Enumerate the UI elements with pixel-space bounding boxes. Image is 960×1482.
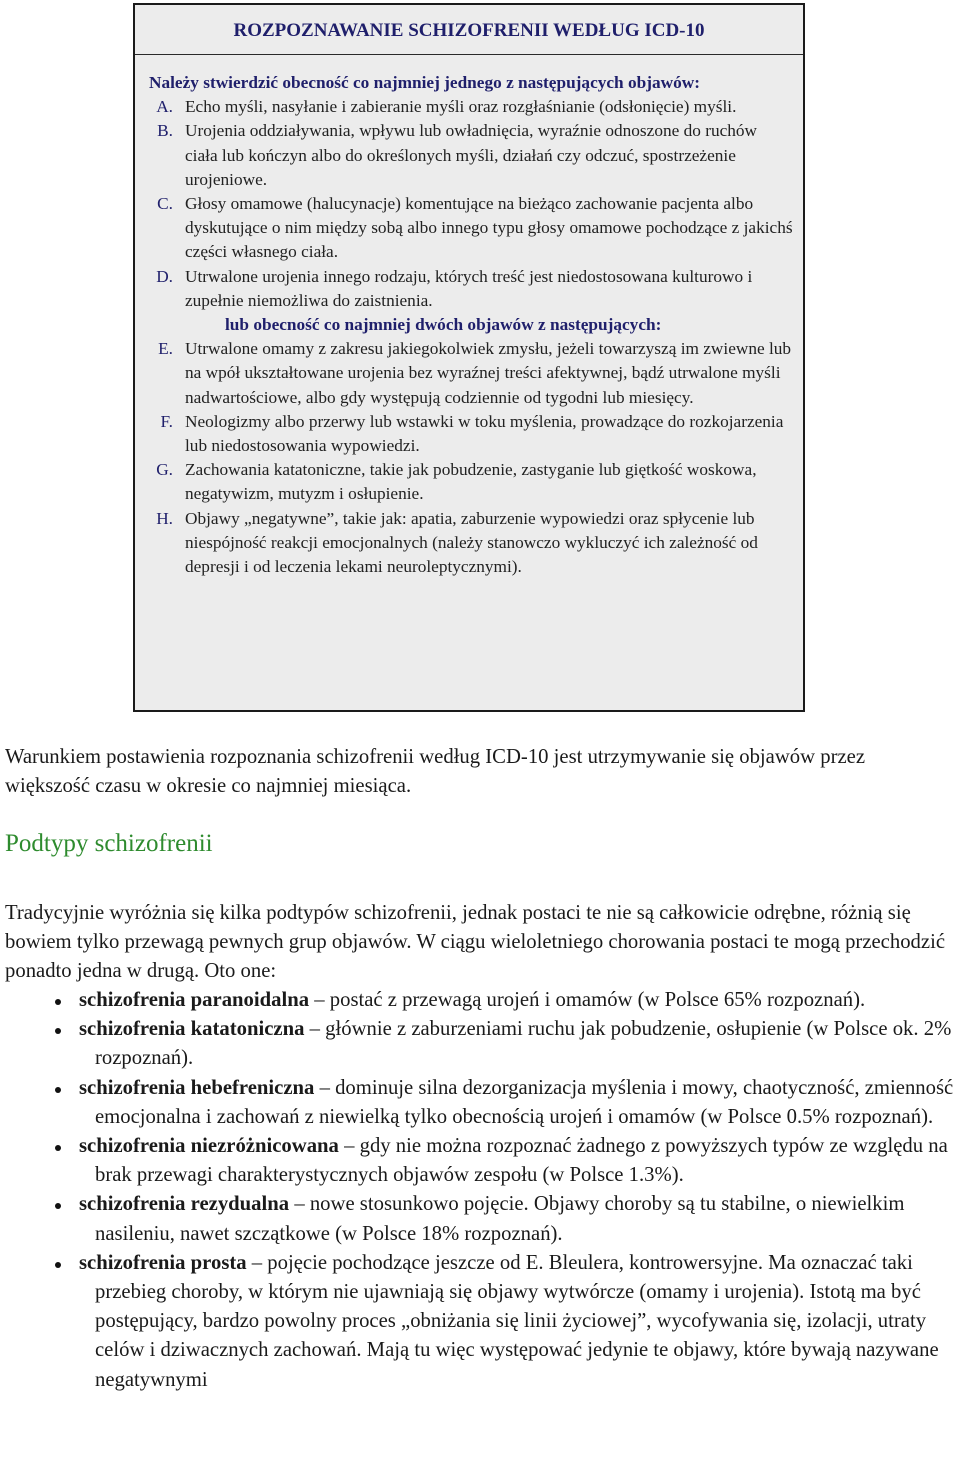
criterion-text: Zachowania katatoniczne, takie jak pobudzenie, zastyganie lub giętkość woskowa, negatywizm, mutyzm i osłupienie. — [185, 460, 757, 504]
subtype-name: schizofrenia katatoniczna — [79, 1018, 305, 1041]
intro-paragraph: Tradycyjnie wyróżnia się kilka podtypów schizofrenii, jednak postaci te nie są całkowicie odrębne, różnią się bowiem tylko przewagą pewnych grup objawów. W ciągu wieloletniego chorowania postaci te mogą przechodzić ponadto jedna w drugą. Oto one: — [5, 902, 946, 983]
subtype-name: schizofrenia rezydualna — [79, 1193, 290, 1216]
criteria-list-a — [149, 95, 793, 313]
bullet-icon — [55, 1087, 61, 1093]
bullet-icon — [55, 1145, 61, 1151]
criterion-letter: G. — [156, 460, 173, 480]
criterion-text: Objawy „negatywne”, takie jak: apatia, zaburzenie wypowiedzi oraz spłycenie lub niespójność reakcji emocjonalnych (należy stanowczo wykluczyć ich zależność od depresji i od leczenia lekami neuroleptycznymi). — [185, 508, 758, 577]
criterion-text: Urojenia oddziaływania, wpływu lub owładnięcia, wyraźnie odnoszone do ruchów ciała lub kończyn albo do określonych myśli, działań czy odczuć, spostrzeżenie urojeniowe. — [185, 121, 758, 189]
criterion-letter: H. — [156, 508, 173, 528]
criteria-intro: Należy stwierdzić obecność co najmniej jednego z następujących objawów: — [149, 73, 700, 92]
criterion-f — [149, 410, 793, 458]
box-title: ROZPOZNAWANIE SCHIZOFRENII WEDŁUG ICD-10 — [135, 5, 803, 55]
bullet-icon — [55, 1262, 61, 1268]
subtype-name: schizofrenia niezróżnicowana — [79, 1135, 339, 1158]
criterion-text: Utrwalone urojenia innego rodzaju, których treść jest niedostosowana kulturowo i zupełnie niemożliwa do zaistnienia. — [185, 266, 753, 310]
subtype-description: – postać z przewagą urojeń i omamów (w Polsce 65% rozpoznań). — [309, 989, 866, 1011]
criterion-a — [149, 95, 793, 119]
criterion-d — [149, 265, 793, 313]
criterion-letter: D. — [156, 266, 173, 286]
section-heading: Podtypy schizofrenii — [5, 830, 213, 857]
subtype-name: schizofrenia prosta — [79, 1251, 247, 1274]
criterion-letter: B. — [157, 121, 173, 141]
list-item — [0, 1132, 958, 1190]
criterion-letter: F. — [160, 411, 173, 431]
subtype-description: – dominuje silna dezorganizacja myślenia i mowy, chaotyczność, zmienność emocjonalna i zachowań z niewielką tylko obecnością urojeń i omamów (w Polsce 0.5% rozpoznań). — [95, 1076, 954, 1128]
criterion-b — [149, 119, 793, 192]
list-item — [0, 1249, 958, 1395]
criteria-subheading: lub obecność co najmniej dwóch objawów z następujących: — [225, 315, 662, 335]
subtype-name: schizofrenia paranoidalna — [79, 989, 310, 1011]
subtype-description: – gdy nie można rozpoznać żadnego z powyższych typów ze względu na brak przewagi charakterystycznych objawów zespołu (w Polsce 1.3%). — [95, 1135, 948, 1187]
criterion-text: Głosy omamowe (halucynacje) komentujące na bieżąco zachowanie pacjenta albo dyskutujące o nim między sobą albo innego typu głosy omamowe pochodzące z jakichś części własnego ciała. — [185, 194, 793, 262]
list-item — [0, 1015, 958, 1073]
subtype-description: – pojęcie pochodzące jeszcze od E. Bleulera, kontrowersyjne. Ma oznaczać taki przebieg choroby, w którym nie ujawniają się objawy wytwórcze (omamy i urojenia). Istotą ma być postępujący, bardzo powolny proces „obniżania się linii życiowej”, wycofywania się, izolacji, utraty celów i dziwacznych zachowań. Mają tu więc występować jedynie te objawy, które bywają nazywane negatywnymi — [95, 1251, 939, 1391]
criterion-letter: E. — [158, 339, 173, 359]
subtypes-list — [0, 986, 958, 1395]
bullet-icon — [55, 1203, 61, 1209]
criterion-text: Echo myśli, nasyłanie i zabieranie myśli oraz rozgłaśnianie (odsłonięcie) myśli. — [185, 97, 737, 117]
criterion-e — [149, 337, 793, 410]
criteria-list-b — [149, 337, 793, 579]
bullet-icon — [55, 999, 61, 1005]
subtype-name: schizofrenia hebefreniczna — [79, 1076, 315, 1099]
criterion-h — [149, 507, 793, 580]
list-item — [0, 1190, 958, 1248]
criterion-c — [149, 192, 793, 265]
subtype-description: – nowe stosunkowo pojęcie. Objawy choroby są tu stabilne, o niewielkim nasileniu, nawet szczątkowe (w Polsce 18% rozpoznań). — [95, 1193, 905, 1245]
diagnosis-duration-paragraph: Warunkiem postawienia rozpoznania schizofrenii według ICD-10 jest utrzymywanie się objawów przez większość czasu w okresie co najmniej miesiąca. — [5, 746, 866, 798]
subtype-description: – głównie z zaburzeniami ruchu jak pobudzenie, osłupienie (w Polsce ok. 2% rozpoznań). — [95, 1018, 952, 1070]
criterion-text: Utrwalone omamy z zakresu jakiegokolwiek zmysłu, jeżeli towarzyszą im zwiewne lub na wpół ukształtowane urojenia bez wyraźnej treści afektywnej, bądź utrwalone myśli nadwartościowe, albo gdy występują codziennie od tygodni lub miesięcy. — [185, 339, 792, 407]
criterion-text: Neologizmy albo przerwy lub wstawki w toku myślenia, prowadzące do rozkojarzenia lub niedostosowania wypowiedzi. — [185, 411, 784, 456]
list-item — [0, 1074, 958, 1132]
criterion-letter: C. — [157, 194, 173, 214]
icd10-criteria-box — [133, 3, 805, 712]
criterion-letter: A. — [156, 97, 173, 117]
list-item — [0, 986, 958, 1015]
bullet-icon — [55, 1028, 61, 1034]
criterion-g — [149, 458, 793, 506]
box-body — [135, 55, 803, 579]
